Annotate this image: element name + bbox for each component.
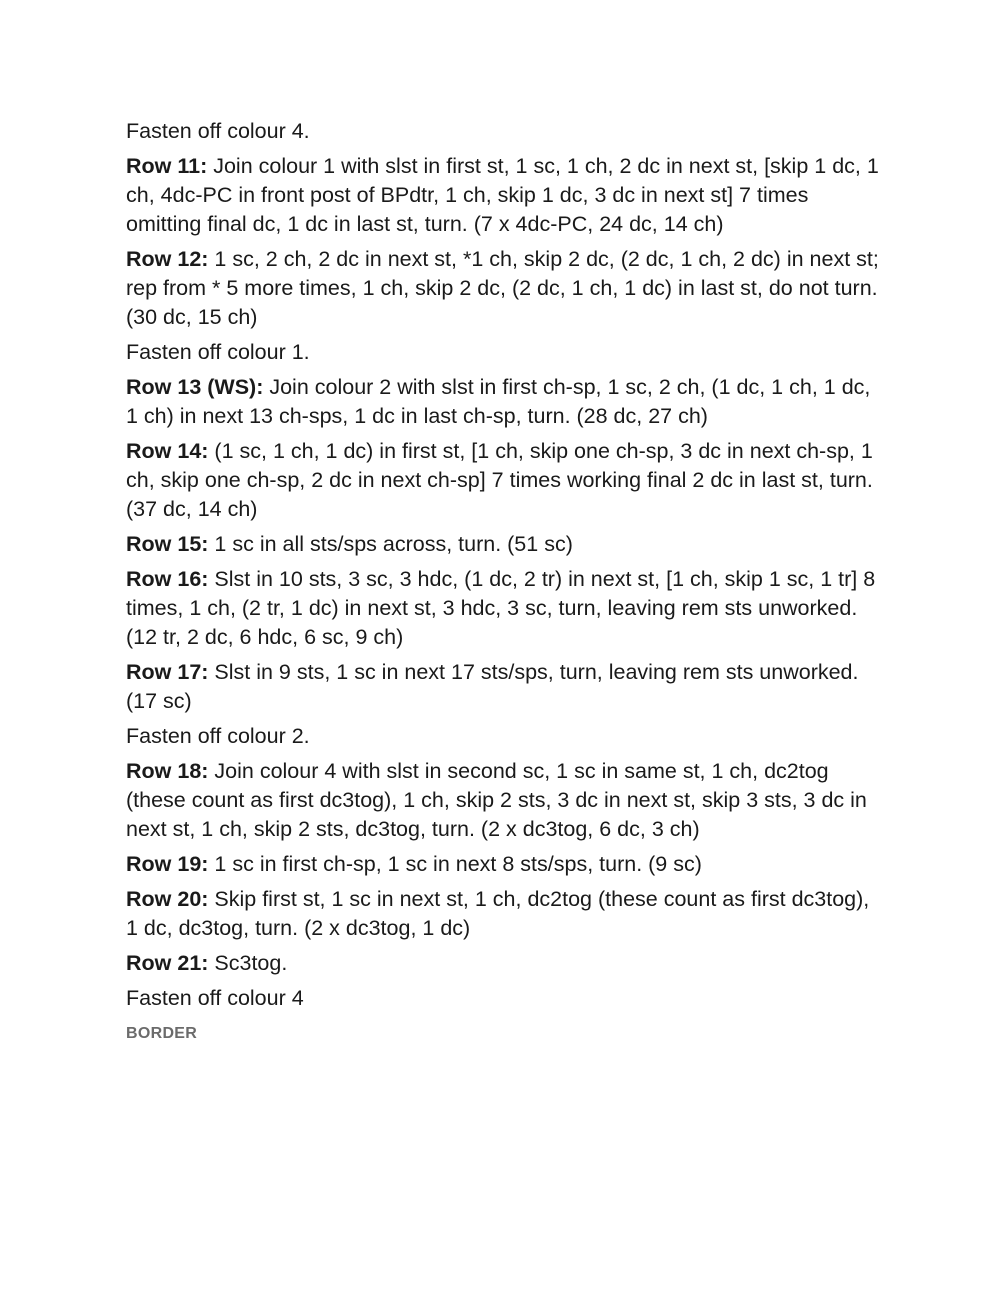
row-text: Fasten off colour 4. <box>126 119 310 143</box>
row-text: Fasten off colour 1. <box>126 340 310 364</box>
instruction-fasten-off-4 <box>126 117 886 146</box>
row-16 <box>126 565 886 652</box>
row-label: Row 19: <box>126 852 209 876</box>
row-text: Join colour 1 with slst in first st, 1 sc, 1 ch, 2 dc in next st, [skip 1 dc, 1 ch, 4dc-PC in front post of BPdtr, 1 ch, skip 1 dc, 3 dc in next st] 7 times omitting final dc, 1 dc in last st, turn. (7 x 4dc-PC, 24 dc, 14 ch) <box>126 154 879 236</box>
row-label: Row 16: <box>126 567 209 591</box>
row-label: Row 17: <box>126 660 209 684</box>
row-20 <box>126 885 886 943</box>
row-label: Row 14: <box>126 439 209 463</box>
row-label: Row 18: <box>126 759 209 783</box>
row-label: Row 20: <box>126 887 209 911</box>
row-text: (1 sc, 1 ch, 1 dc) in first st, [1 ch, skip one ch-sp, 3 dc in next ch-sp, 1 ch, skip one ch-sp, 2 dc in next ch-sp] 7 times working final 2 dc in last st, turn. (37 dc, 14 ch) <box>126 439 873 521</box>
row-text: 1 sc in all sts/sps across, turn. (51 sc) <box>208 532 573 556</box>
row-label: Row 21: <box>126 951 209 975</box>
row-text: 1 sc, 2 ch, 2 dc in next st, *1 ch, skip 2 dc, (2 dc, 1 ch, 2 dc) in next st; rep from * 5 more times, 1 ch, skip 2 dc, (2 dc, 1 ch, 1 dc) in last st, do not turn. (30 dc, 15 ch) <box>126 247 879 329</box>
instruction-fasten-off-4-final <box>126 984 886 1013</box>
row-text: Skip first st, 1 sc in next st, 1 ch, dc2tog (these count as first dc3tog), 1 dc, dc3tog, turn. (2 x dc3tog, 1 dc) <box>126 887 870 940</box>
row-13 <box>126 373 886 431</box>
pattern-page <box>126 117 886 1048</box>
row-text: Join colour 2 with slst in first ch-sp, 1 sc, 2 ch, (1 dc, 1 ch, 1 dc, 1 ch) in next 13 ch-sps, 1 dc in last ch-sp, turn. (28 dc, 27 ch) <box>126 375 871 428</box>
row-15 <box>126 530 886 559</box>
row-14 <box>126 437 886 524</box>
row-21 <box>126 949 886 978</box>
row-label: Row 15: <box>126 532 209 556</box>
row-label: Row 12: <box>126 247 209 271</box>
row-label: Row 13 (WS): <box>126 375 264 399</box>
instruction-fasten-off-1 <box>126 338 886 367</box>
row-text: Slst in 9 sts, 1 sc in next 17 sts/sps, turn, leaving rem sts unworked. (17 sc) <box>126 660 859 713</box>
row-12 <box>126 245 886 332</box>
row-label: Row 11: <box>126 154 208 178</box>
row-11 <box>126 152 886 239</box>
row-text: Fasten off colour 4 <box>126 986 304 1010</box>
row-text: Slst in 10 sts, 3 sc, 3 hdc, (1 dc, 2 tr) in next st, [1 ch, skip 1 sc, 1 tr] 8 times, 1 ch, (2 tr, 1 dc) in next st, 3 hdc, 3 sc, turn, leaving rem sts unworked. (12 tr, 2 dc, 6 hdc, 6 sc, 9 ch) <box>126 567 876 649</box>
row-text: Sc3tog. <box>208 951 288 975</box>
row-18 <box>126 757 886 844</box>
row-text: Join colour 4 with slst in second sc, 1 sc in same st, 1 ch, dc2tog (these count as first dc3tog), 1 ch, skip 2 sts, 3 dc in next st, skip 3 sts, 3 dc in next st, 1 ch, skip 2 sts, dc3tog, turn. (2 x dc3tog, 6 dc, 3 ch) <box>126 759 867 841</box>
section-heading-border: BORDER <box>126 1025 198 1042</box>
instruction-fasten-off-2 <box>126 722 886 751</box>
row-text: Fasten off colour 2. <box>126 724 310 748</box>
row-text: 1 sc in first ch-sp, 1 sc in next 8 sts/sps, turn. (9 sc) <box>208 852 702 876</box>
row-17 <box>126 658 886 716</box>
row-19 <box>126 850 886 879</box>
